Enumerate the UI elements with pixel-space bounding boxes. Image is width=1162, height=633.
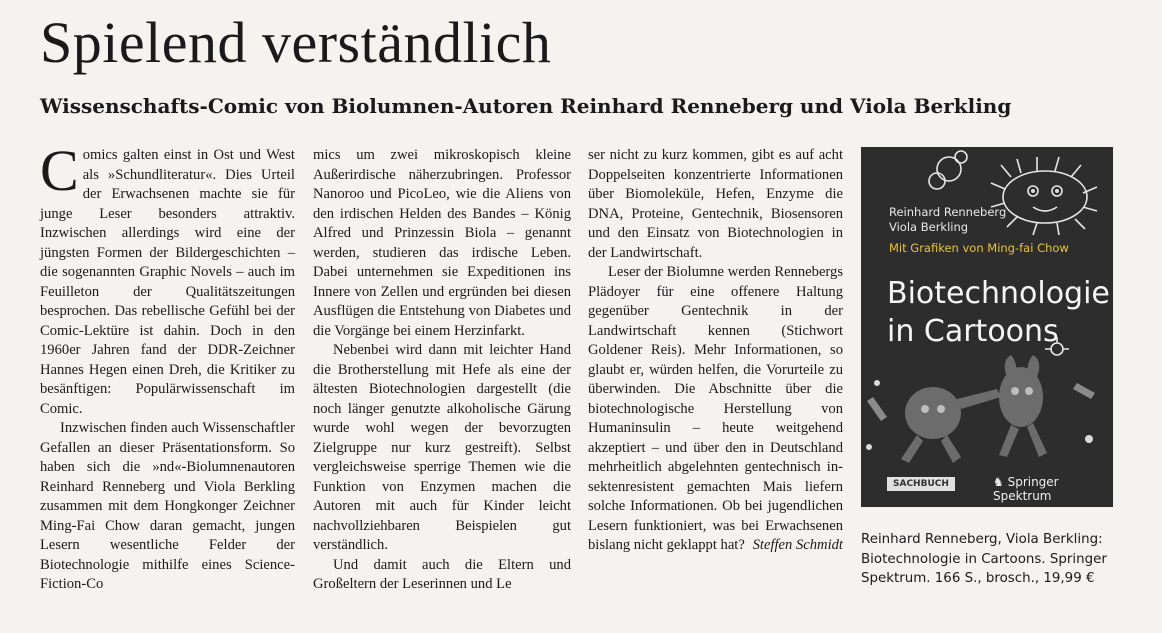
caption-line-1: Reinhard Renneberg, Viola Berkling: — [861, 532, 1103, 547]
publisher-logo — [993, 475, 1113, 503]
article-column-1 — [40, 138, 295, 595]
article-column-2 — [313, 146, 571, 595]
paragraph: Nebenbei wird dann mit leichter Hand die Brotherstellung mit Hefe als eine der ältesten Biotechnologien dargestellt (die noch länger genutzte alkoholische Gärung wurde wohl wegen der bevorzugten Zielgruppe nur kurz gestreift). Selbst vergleichsweise sperrige Themen wie die Funktion von Enzymen machen die Autoren mit auch für Kinder leicht nachvollziehbaren Beispielen gut verständlich. — [313, 342, 571, 553]
cover-genre-badge: SACHBUCH — [887, 477, 955, 491]
cover-author-1: Reinhard Renneberg — [889, 205, 1007, 219]
cover-title — [887, 275, 1110, 351]
caption-line-3: Spektrum. 166 S., brosch., 19,99 € — [861, 571, 1095, 586]
cover-authors — [889, 205, 1006, 235]
headline: Spielend verständlich — [40, 10, 552, 75]
author-byline: Steffen Schmidt — [752, 537, 843, 553]
paragraph — [40, 138, 295, 419]
cover-title-line-1: Biotechnologie — [887, 276, 1110, 311]
book-cover — [861, 147, 1113, 507]
caption-line-2: Biotechnologie in Cartoons. Springer — [861, 551, 1107, 567]
springer-horse-icon: ♞ — [993, 475, 1008, 489]
subheadline: Wissenschafts-Comic von Biolumnen-Autoren Reinhard Renneberg und Viola Berkling — [40, 94, 1012, 118]
paragraph: Und damit auch die Eltern und Großeltern der Leserinnen und Le — [313, 556, 571, 592]
paragraph: mics um zwei mikroskopisch kleine Außerirdische näherzubringen. Professor Nanoroo und PicoLeo, wie die Aliens von den irdischen Helden des Bandes – König Alfred und Prinzessin Biola – genannt werden, studieren das irdische Leben. Dabei unternehmen sie Expeditionen ins Innere von Zellen und ergründen bei diesen Ausflügen die Entstehung von Diabetes und die Vorgänge bei einem Herzinfarkt. — [313, 147, 571, 339]
drop-cap: C — [40, 138, 79, 203]
cover-author-2: Viola Berkling — [889, 220, 969, 234]
paragraph-text: omics galten einst in Ost und West als »Schundliteratur«. Dies Urteil der Erwachsenen machte sie für junge Leser besonders attraktiv. Inzwischen allerdings wird eine der jüngsten Formen der Bildergeschichten – die sogenannten Graphic Novels – auch im Feuilleton der Qualitätszeitungen besprochen. Das rebellische Gefühl bei der Comic-Lektüre ist dahin. Doch in den 1960er Jahren fand der DDR-Zeichner Hannes Hegen einen Dreh, die Kritiker zu besänftigen: Populärwissenschaft im Comic. — [40, 147, 295, 417]
image-caption — [861, 530, 1121, 589]
paragraph: Inzwischen finden auch Wissenschaftler Gefallen an dieser Präsentationsform. So haben sich die »nd«-Biolumnenautoren Reinhard Renneberg und Viola Berkling zusammen mit dem Hongkonger Zeichner Ming-Fai Chow daran gemacht, jungen Lesern wesentliche Felder der Biotechnologie mithilfe eines Science-Fiction-Co — [40, 420, 295, 592]
publisher-name: Springer Spektrum — [993, 475, 1059, 503]
paragraph: Leser der Biolumne werden Rennebergs Plädoyer für eine offenere Haltung gegenüber Gentechnik in der Landwirtschaft kennen (Stichwort Goldener Reis). Mehr Informationen, so glaubt er, würden helfen, die Vorurteile zu überwinden. Die Abschnitte über die biotechnologische Herstellung von Humaninsulin – heute weitgehend akzeptiert – und über den in Deutschland mehrheitlich abgelehnten gentechnisch insektenresistent gemachten Mais liefern solche Informationen. Ob bei jugendlichen Lesern funktioniert, was bei Erwachsenen bislang nicht geklappt hat? — [588, 264, 843, 553]
cover-title-line-2: in Cartoons — [887, 314, 1059, 349]
paragraph: ser nicht zu kurz kommen, gibt es auf acht Doppelseiten konzentrierte Informationen über Biomoleküle, Hefen, Enzyme die DNA, Proteine, Gentechnik, Biosensoren und den Einsatz von Biotechnologien in der Landwirtschaft. — [588, 147, 843, 261]
article-column-3 — [588, 146, 843, 556]
cover-illustrator: Mit Grafiken von Ming-fai Chow — [889, 241, 1069, 255]
